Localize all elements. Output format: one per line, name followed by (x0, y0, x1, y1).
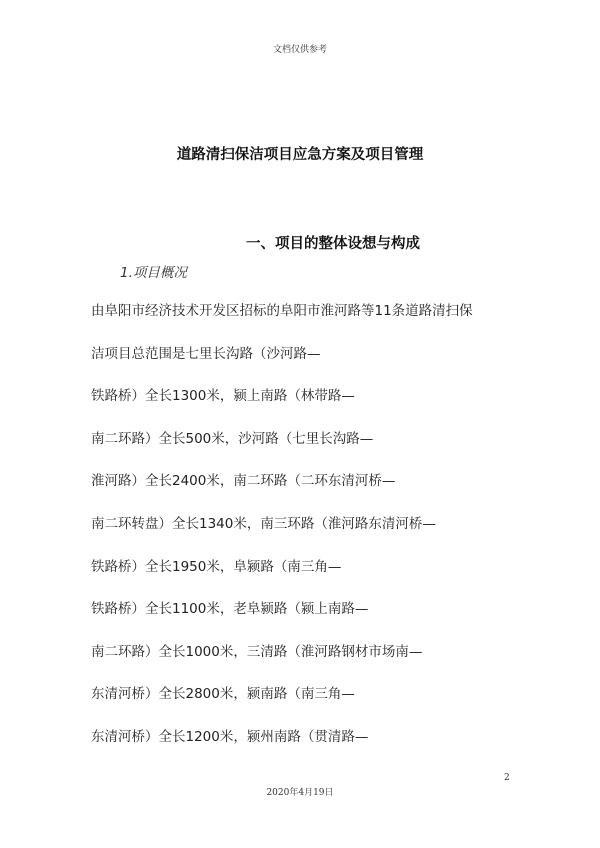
paragraph-line: 铁路桥）全长1100米，老阜颍路（颍上南路— (91, 601, 369, 618)
page-header: 文档仅供参考 (272, 45, 327, 55)
document-title: 道路清扫保洁项目应急方案及项目管理 (176, 147, 424, 163)
paragraph-line: 东清河桥）全长2800米，颍南路（南三角— (91, 686, 355, 703)
paragraph-line: 淮河路）全长2400米，南二环路（二环东清河桥— (91, 473, 396, 490)
paragraph-line: 东清河桥）全长1200米，颍州南路（贯清路— (91, 728, 369, 745)
paragraph-line: 南二环转盘）全长1340米，南三环路（淮河路东清河桥— (91, 515, 436, 532)
paragraph-line: 南二环路）全长1000米，三清路（淮河路钢材市场南— (91, 643, 423, 660)
page-number: 2 (504, 773, 510, 783)
footer-date: 2020年4月19日 (266, 788, 334, 798)
subsection-heading: 1.项目概况 (120, 265, 187, 281)
paragraph-line: 由阜阳市经济技术开发区招标的阜阳市淮河路等11条道路清扫保 (91, 303, 473, 319)
paragraph-line: 洁项目总范围是七里长沟路（沙河路— (91, 345, 321, 362)
section-heading: 一、项目的整体设想与构成 (246, 236, 420, 252)
paragraph-line: 铁路桥）全长1300米，颍上南路（林带路— (91, 388, 355, 405)
body-paragraph (91, 298, 531, 767)
paragraph-line: 铁路桥）全长1950米，阜颍路（南三角— (91, 558, 342, 575)
paragraph-line: 南二环路）全长500米，沙河路（七里长沟路— (91, 430, 374, 447)
